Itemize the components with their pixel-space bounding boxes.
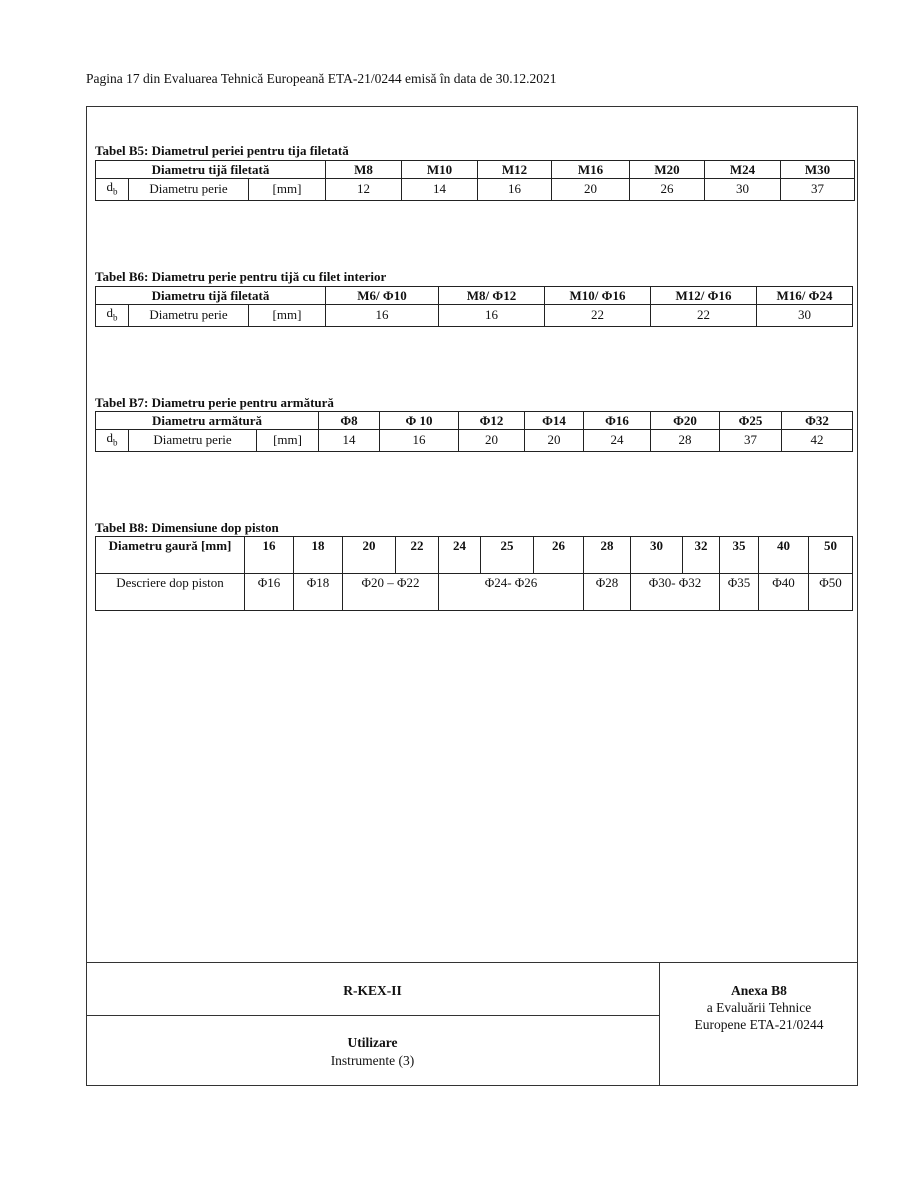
row-label: Diametru perie [129,430,257,452]
column-header: M12/ Φ16 [651,287,757,305]
column-header: 26 [534,537,584,574]
footer-subsection: Instrumente (3) [330,1053,415,1068]
symbol-cell: $d_b$ [96,179,129,201]
column-header: Φ8 [319,412,380,430]
column-header: M30 [781,161,855,179]
value-cell: 28 [651,430,720,452]
column-header: M8 [326,161,402,179]
column-header: M10/ Φ16 [545,287,651,305]
value-cell: 14 [319,430,380,452]
row-label: Diametru perie [129,305,249,327]
column-header: 20 [343,537,396,574]
column-header: 30 [631,537,683,574]
symbol-cell: $d_b$ [96,430,129,452]
column-header: Φ12 [459,412,525,430]
value-cell: 24 [584,430,651,452]
value-cell: 22 [545,305,651,327]
value-cell: 20 [552,179,630,201]
column-header: 18 [294,537,343,574]
value-cell: Φ50 [809,574,853,611]
column-header: Φ14 [525,412,584,430]
column-header: 32 [683,537,720,574]
unit-cell: [mm] [249,179,326,201]
table-b5-title: Tabel B5: Diametrul periei pentru tija filetată [95,143,349,158]
unit-cell: [mm] [257,430,319,452]
column-header: Φ20 [651,412,720,430]
column-header: Φ32 [782,412,853,430]
table-b7 [95,411,853,452]
value-cell: 22 [651,305,757,327]
column-header: 35 [720,537,759,574]
table-b6 [95,286,853,327]
value-cell: 30 [705,179,781,201]
value-cell: Φ40 [759,574,809,611]
row-label: Descriere dop piston [96,574,245,611]
value-cell: 20 [459,430,525,452]
column-header: M6/ Φ10 [326,287,439,305]
row-label: Diametru perie [129,179,249,201]
footer-product: R-KEX-II [343,983,402,998]
column-header: 25 [481,537,534,574]
value-cell: 16 [380,430,459,452]
footer-annex-line2: a Evaluării Tehnice [706,1000,812,1015]
value-cell: 16 [326,305,439,327]
table-header: Diametru tijă filetată [96,287,326,305]
table-b8 [95,536,853,611]
value-cell: 20 [525,430,584,452]
column-header: Φ16 [584,412,651,430]
column-header: M12 [478,161,552,179]
footer-section: Utilizare [347,1035,398,1050]
value-cell: Φ16 [245,574,294,611]
table-header: Diametru gaură [mm] [96,537,245,574]
column-header: 40 [759,537,809,574]
footer-inner-divider [86,1015,659,1016]
column-header: 28 [584,537,631,574]
column-header: Φ25 [720,412,782,430]
column-header: M10 [402,161,478,179]
value-cell: 16 [439,305,545,327]
value-cell: Φ20 – Φ22 [343,574,439,611]
column-header: 16 [245,537,294,574]
column-header: Φ 10 [380,412,459,430]
value-cell: 42 [782,430,853,452]
value-cell: Φ30- Φ32 [631,574,720,611]
value-cell: 12 [326,179,402,201]
table-b5 [95,160,855,201]
table-b7-title: Tabel B7: Diametru perie pentru armătură [95,395,334,410]
value-cell: 14 [402,179,478,201]
value-cell: Φ28 [584,574,631,611]
symbol-cell: $d_b$ [96,305,129,327]
table-b6-title: Tabel B6: Diametru perie pentru tijă cu filet interior [95,269,387,284]
column-header: M24 [705,161,781,179]
value-cell: 26 [630,179,705,201]
column-header: M20 [630,161,705,179]
unit-cell: [mm] [249,305,326,327]
table-b8-title: Tabel B8: Dimensiune dop piston [95,520,279,535]
column-header: 24 [439,537,481,574]
value-cell: 37 [720,430,782,452]
value-cell: 16 [478,179,552,201]
footer-annex-line3: Europene ETA-21/0244 [694,1017,824,1032]
value-cell: Φ24- Φ26 [439,574,584,611]
column-header: M16 [552,161,630,179]
footer-divider [86,962,858,963]
column-header: M8/ Φ12 [439,287,545,305]
value-cell: Φ18 [294,574,343,611]
footer-annex: Anexa B8 [731,983,787,998]
value-cell: 37 [781,179,855,201]
column-header: 50 [809,537,853,574]
column-header: 22 [396,537,439,574]
table-header: Diametru tijă filetată [96,161,326,179]
value-cell: Φ35 [720,574,759,611]
value-cell: 30 [757,305,853,327]
table-header: Diametru armătură [96,412,319,430]
page-header: Pagina 17 din Evaluarea Tehnică Europeană ETA-21/0244 emisă în data de 30.12.2021 [86,71,557,86]
column-header: M16/ Φ24 [757,287,853,305]
